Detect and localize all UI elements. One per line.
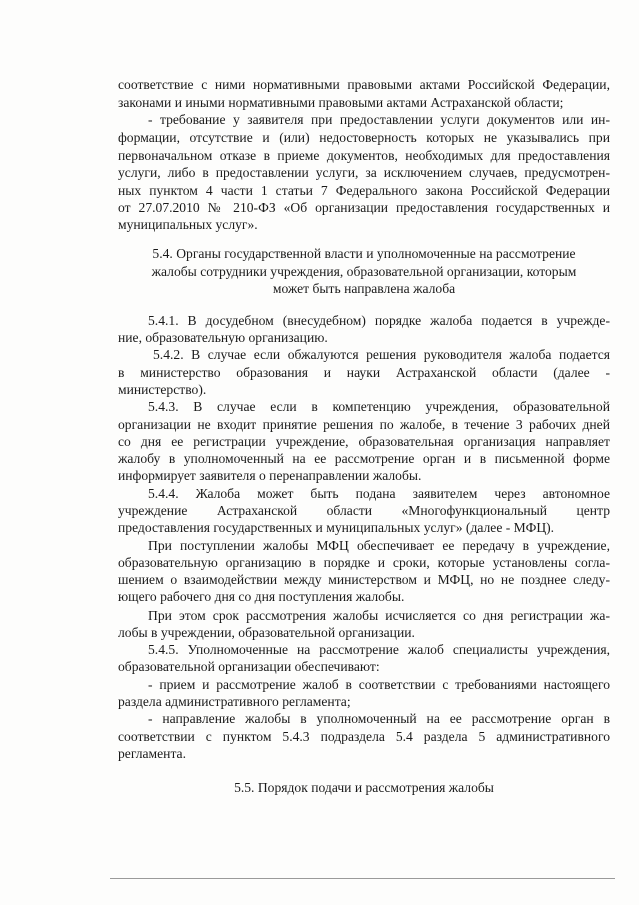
text-line: 5.4.2. В случае если обжалуются решения руководителя жалоба подается: [153, 347, 610, 362]
text-line: ние, образовательную организацию.: [118, 330, 328, 345]
text-line: ющего рабочего дня со дня поступления жалобы.: [118, 589, 405, 604]
text-line: от 27.07.2010 № 210-ФЗ «Об организации предоставления государственных и: [118, 200, 610, 215]
text-line: 5.4.1. В досудебном (внесудебном) порядке жалоба подается в учрежде-: [148, 313, 610, 328]
text-line: формации, отсутствие и (или) недостоверность которых не указывались при: [118, 130, 610, 145]
text-line: 5.4.4. Жалоба может быть подана заявителем через автономное: [148, 486, 610, 501]
text-line: образовательную организацию в порядке и сроки, которые установлены согла-: [118, 555, 610, 570]
text-line: предоставления государственных и муниципальных услуг» (далее - МФЦ).: [118, 520, 555, 535]
text-line: лобы в учреждении, образовательной организации.: [118, 625, 415, 640]
text-line: со дня ее регистрации учреждение, образовательная организация направляет: [118, 434, 610, 449]
text-line: 5.4.5. Уполномоченные на рассмотрение жалоб специалисты учреждения,: [148, 642, 610, 657]
text-line: учреждение Астраханской области «Многофункциональный центр: [118, 503, 610, 518]
list-item: раздела административного регламента;: [118, 694, 351, 709]
text-line: законами и иными нормативными правовыми актами Астраханской области;: [118, 95, 564, 110]
text-line: первоначальном отказе в приеме документов, необходимых для предоставления: [118, 148, 610, 163]
text-line: ных пунктом 4 части 1 статьи 7 Федерального закона Российской Федерации: [118, 183, 610, 198]
text-line: услуги, либо в предоставлении услуги, за исключением случаев, предусмотрен-: [118, 165, 610, 180]
section-heading: жалобы сотрудники учреждения, образовательной организации, которым: [151, 264, 577, 279]
text-line: муниципальных услуг».: [118, 217, 258, 232]
text-line: соответствие с ними нормативными правовыми актами Российской Федерации,: [118, 77, 610, 92]
text-line: - требование у заявителя при предоставлении услуги документов или ин-: [148, 112, 610, 127]
text-line: информирует заявителя о перенаправлении жалобы.: [118, 468, 422, 483]
list-item: регламента.: [118, 746, 186, 761]
section-heading: 5.4. Органы государственной власти и уполномоченные на рассмотрение: [152, 246, 576, 261]
text-line: При этом срок рассмотрения жалобы исчисляется со дня регистрации жа-: [148, 608, 610, 623]
text-line: жалобу в уполномоченный на ее рассмотрение орган и в письменной форме: [118, 451, 610, 466]
text-line: шением о взаимодействии между министерством и МФЦ, но не позднее следу-: [118, 572, 610, 587]
list-item: - направление жалобы в уполномоченный на ее рассмотрение орган в: [148, 711, 610, 726]
list-item: соответствии с пунктом 5.4.3 подраздела 5.4 раздела 5 административного: [118, 729, 610, 744]
text-line: При поступлении жалобы МФЦ обеспечивает ее передачу в учреждение,: [148, 538, 610, 553]
text-line: организации не входит принятие решения по жалобе, в течение 3 рабочих дней: [118, 417, 610, 432]
text-line: министерство).: [118, 382, 207, 397]
section-heading: может быть направлена жалоба: [272, 281, 456, 296]
text-line: 5.4.3. В случае если в компетенцию учреждения, образовательной: [148, 399, 610, 414]
section-heading: 5.5. Порядок подачи и рассмотрения жалобы: [234, 780, 494, 795]
page-bottom-rule: [110, 878, 615, 879]
text-line: в министерство образования и науки Астраханской области (далее -: [118, 365, 610, 380]
text-line: образовательной организации обеспечивают:: [118, 659, 380, 674]
list-item: - прием и рассмотрение жалоб в соответствии с требованиями настоящего: [148, 677, 610, 692]
